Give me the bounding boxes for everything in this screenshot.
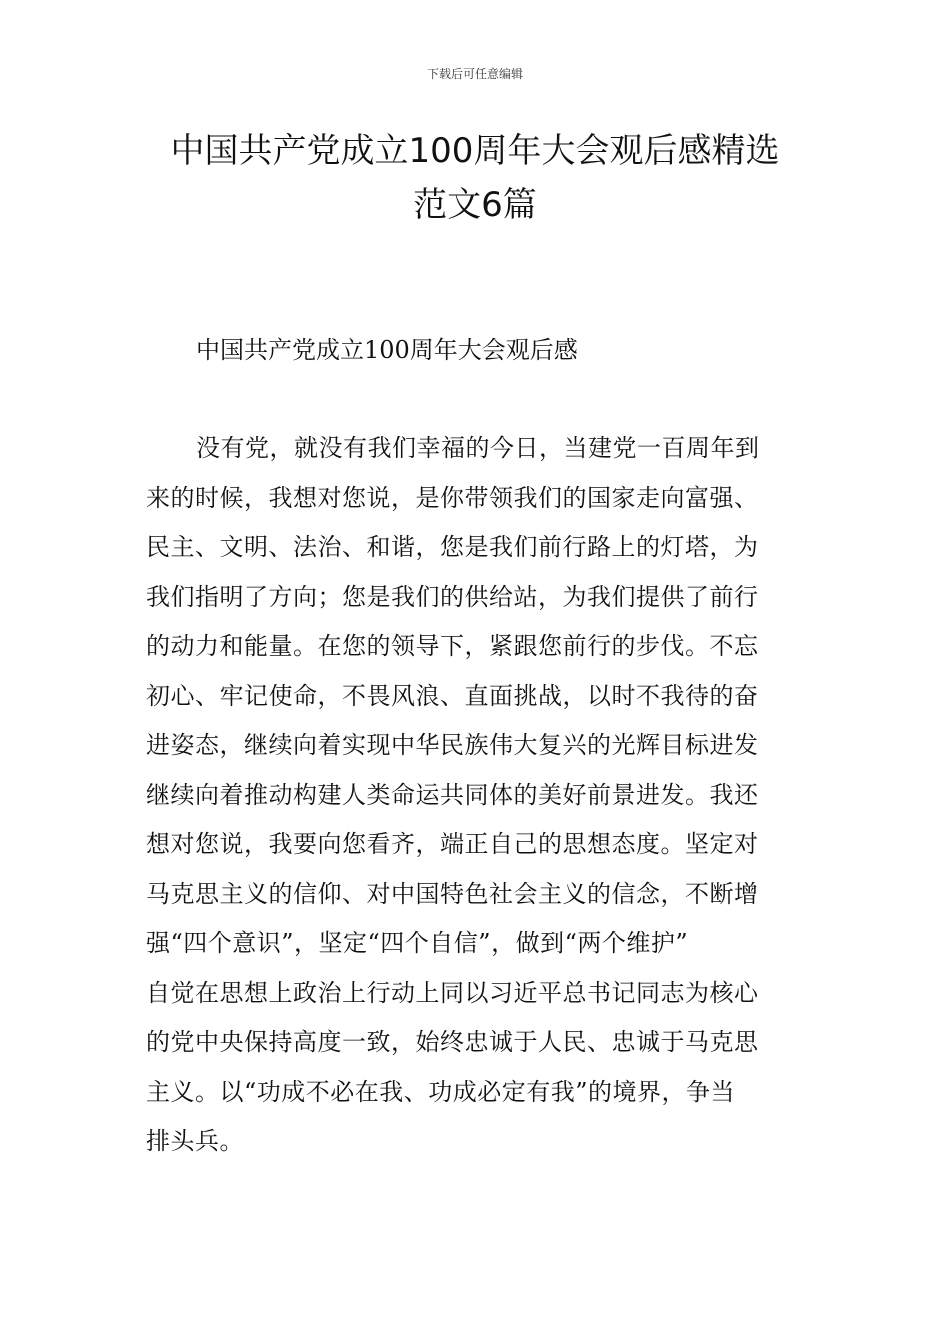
header-note: 下载后可任意编辑 (426, 67, 523, 81)
paragraph-line: 的动力和能量。在您的领导下，紧跟您前行的步伐。不忘 (146, 632, 759, 660)
paragraph-line: 想对您说，我要向您看齐，端正自己的思想态度。坚定对 (146, 830, 759, 858)
paragraph-line: 的党中央保持高度一致，始终忠诚于人民、忠诚于马克思 (146, 1028, 759, 1056)
paragraph-line: 主义。以“功成不必在我、功成必定有我”的境界，争当 (146, 1077, 736, 1106)
paragraph-line: 民主、文明、法治、和谐，您是我们前行路上的灯塔，为 (146, 533, 759, 561)
paragraph-line: 初心、牢记使命，不畏风浪、直面挑战，以时不我待的奋 (146, 681, 759, 710)
body-paragraph (146, 424, 810, 1167)
paragraph-line: 自觉在思想上政治上行动上同以习近平总书记同志为核心 (146, 978, 759, 1007)
document-title-line-2: 范文6篇 (413, 185, 537, 225)
document-title (100, 124, 850, 232)
paragraph-line: 强“四个意识”，坚定“四个自信”，做到“两个维护” (146, 929, 689, 957)
paragraph-line: 马克思主义的信仰、对中国特色社会主义的信念，不断增 (146, 879, 759, 908)
document-title-line-1: 中国共产党成立100周年大会观后感精选 (170, 131, 780, 171)
paragraph-line: 进姿态，继续向着实现中华民族伟大复兴的光辉目标进发 (146, 731, 759, 759)
paragraph-line: 继续向着推动构建人类命运共同体的美好前景进发。我还 (146, 780, 759, 809)
section-heading: 中国共产党成立100周年大会观后感 (196, 336, 578, 364)
paragraph-line: 来的时候，我想对您说，是你带领我们的国家走向富强、 (146, 483, 759, 512)
paragraph-line: 没有党，就没有我们幸福的今日，当建党一百周年到 (196, 434, 760, 462)
paragraph-line: 我们指明了方向；您是我们的供给站，为我们提供了前行 (146, 582, 759, 611)
paragraph-line: 排头兵。 (146, 1127, 244, 1155)
